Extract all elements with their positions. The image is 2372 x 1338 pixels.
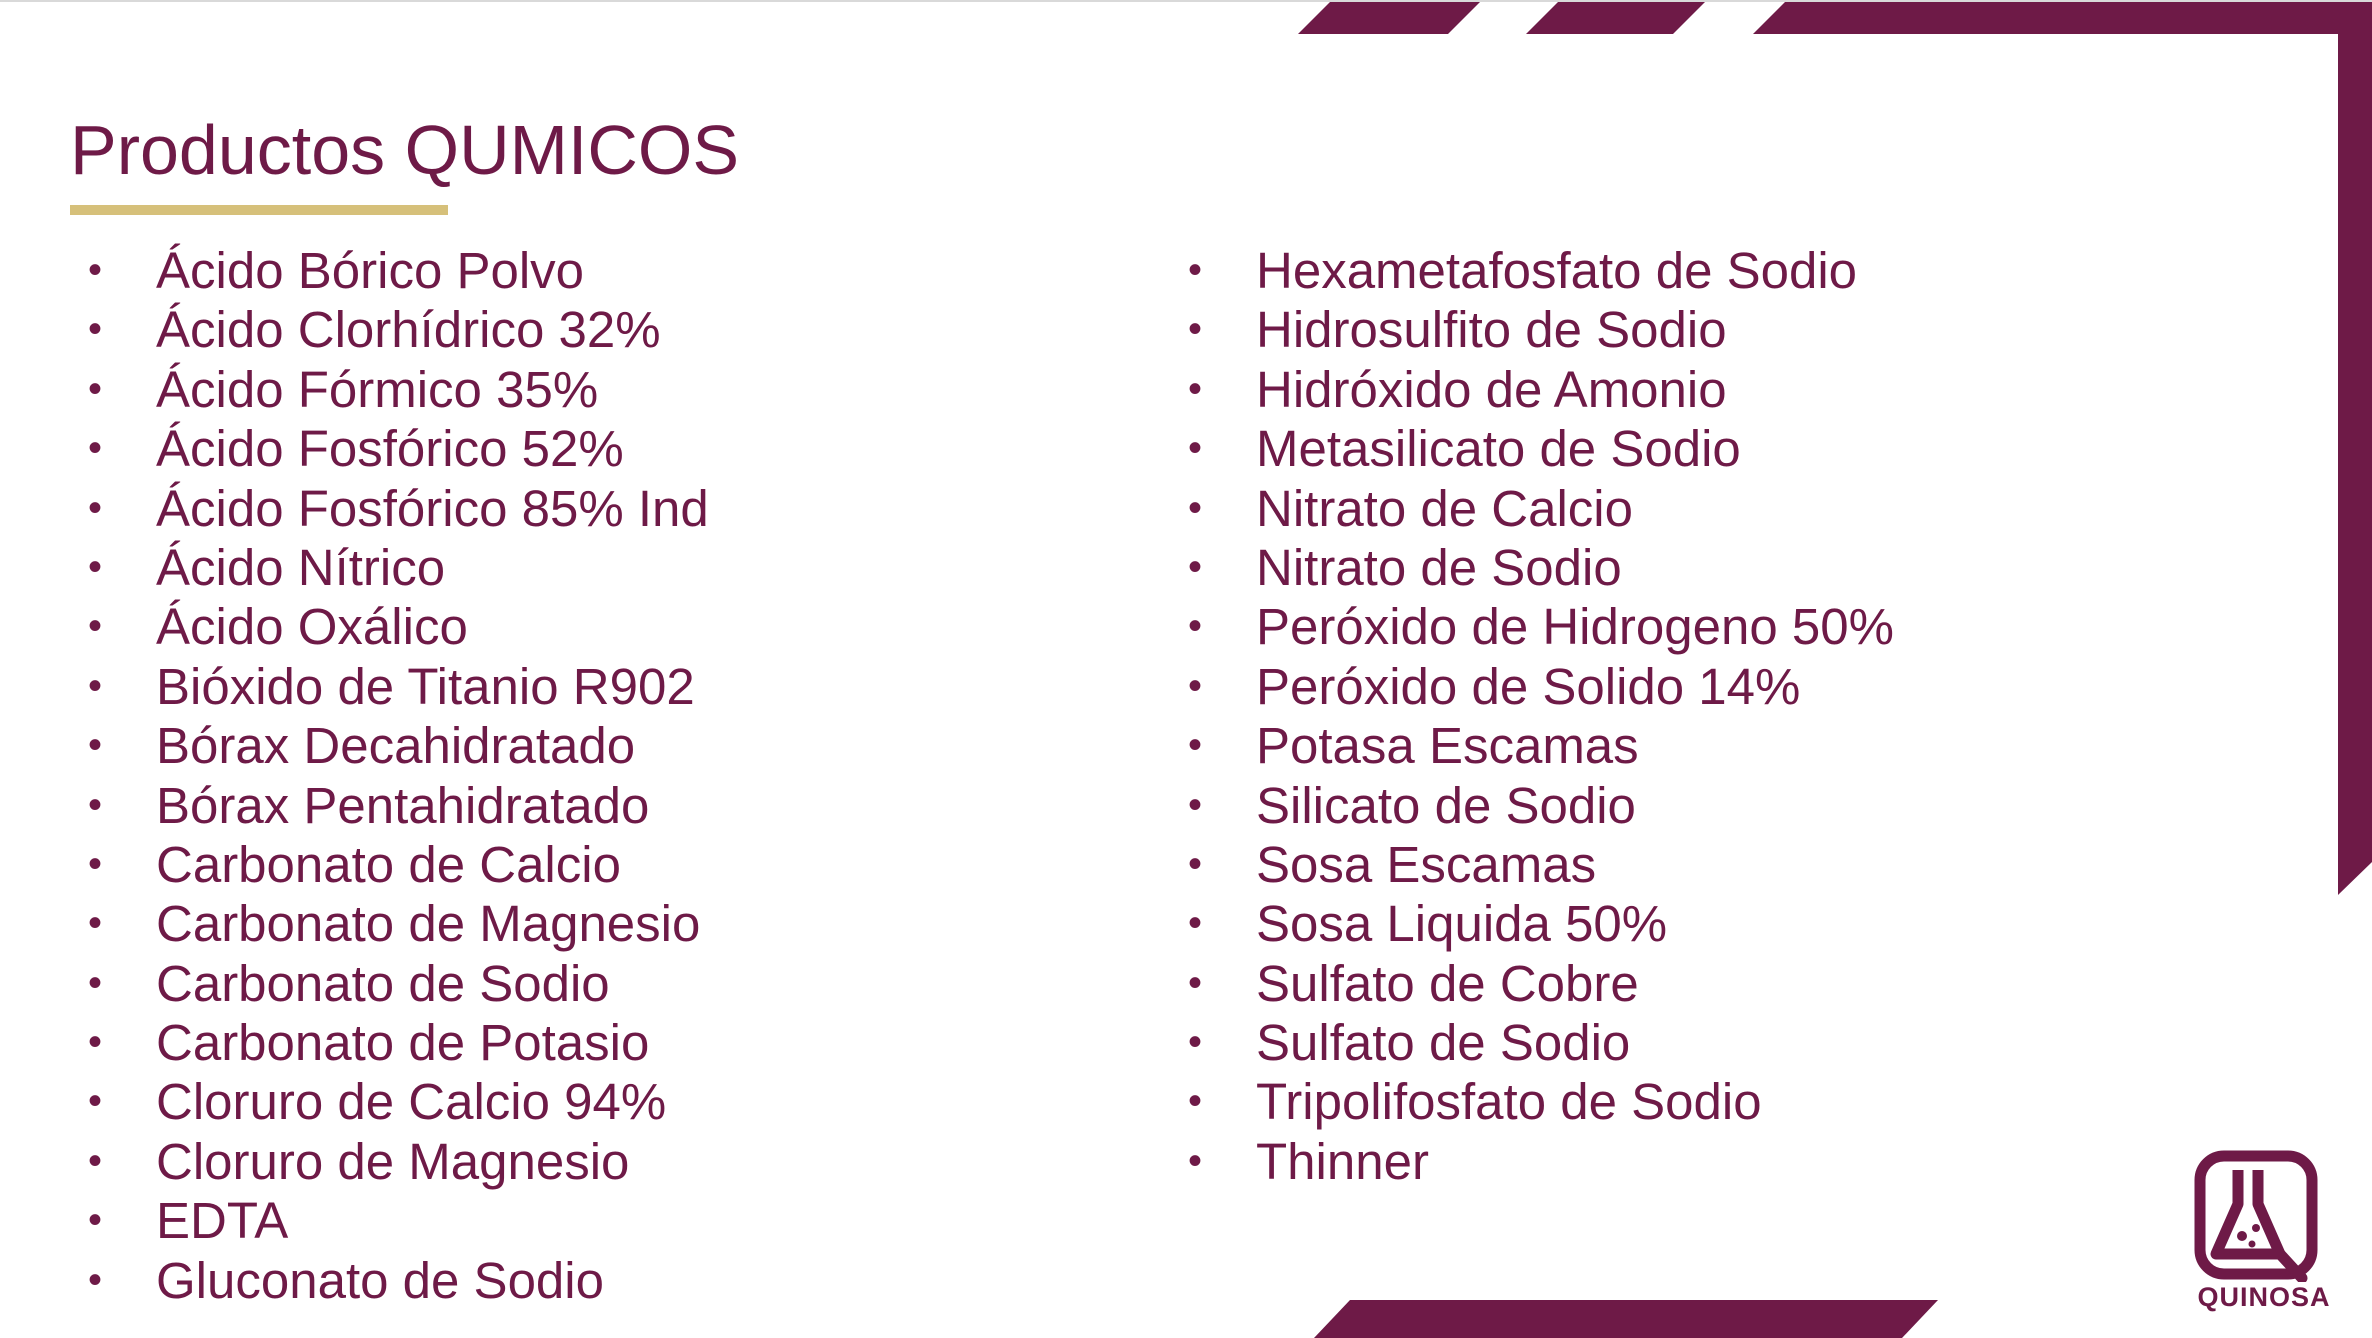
bullet-icon: • (1188, 1020, 1203, 1065)
bullet-icon: • (1188, 1079, 1203, 1124)
bullet-icon: • (1188, 901, 1203, 946)
bullet-icon: • (1188, 426, 1203, 471)
product-name: Sulfato de Cobre (1256, 954, 1639, 1012)
product-name: Sosa Escamas (1256, 835, 1597, 893)
bullet-icon: • (1188, 604, 1203, 649)
list-item (1188, 835, 1894, 894)
bullet-icon: • (1188, 1138, 1203, 1183)
top-corner-bar (1753, 2, 2372, 34)
list-item (1188, 1132, 1894, 1191)
bullet-icon: • (88, 960, 103, 1005)
flask-icon (2194, 1150, 2334, 1282)
bullet-icon: • (88, 426, 103, 471)
bullet-icon: • (88, 1020, 103, 1065)
logo-wordmark: QUINOSA (2197, 1282, 2331, 1312)
product-name: Gluconato de Sodio (156, 1251, 604, 1309)
list-item (88, 300, 709, 359)
list-item (88, 1251, 709, 1310)
product-name: Tripolifosfato de Sodio (1256, 1073, 1762, 1131)
list-item (88, 1132, 709, 1191)
product-name: Potasa Escamas (1256, 717, 1639, 775)
list-item (88, 360, 709, 419)
product-name: Cloruro de Magnesio (156, 1132, 630, 1190)
list-item (88, 894, 709, 953)
product-name: Bórax Decahidratado (156, 717, 636, 775)
bullet-icon: • (88, 901, 103, 946)
quinosa-logo (2190, 1150, 2338, 1320)
bullet-icon: • (88, 544, 103, 589)
list-item (88, 241, 709, 300)
product-name: Hidrosulfito de Sodio (1256, 301, 1727, 359)
list-item (1188, 776, 1894, 835)
bullet-icon: • (1188, 544, 1203, 589)
product-list-left (88, 241, 709, 1310)
top-stripe-2 (1526, 2, 1705, 34)
bullet-icon: • (88, 604, 103, 649)
right-edge-bar (2338, 2, 2372, 895)
product-name: Thinner (1256, 1132, 1429, 1190)
list-item (88, 954, 709, 1013)
product-name: Ácido Fosfórico 52% (156, 420, 624, 478)
bullet-icon: • (88, 485, 103, 530)
product-name: EDTA (156, 1192, 289, 1250)
bullet-icon: • (1188, 248, 1203, 292)
product-name: Sosa Liquida 50% (1256, 895, 1668, 953)
list-item (1188, 300, 1894, 359)
bottom-stripe (1314, 1300, 1938, 1338)
product-name: Carbonato de Potasio (156, 1014, 650, 1072)
product-name: Carbonato de Magnesio (156, 895, 701, 953)
list-item (1188, 241, 1894, 300)
product-name: Ácido Fórmico 35% (156, 360, 599, 418)
bullet-icon: • (1188, 485, 1203, 530)
bullet-icon: • (1188, 366, 1203, 411)
list-item (1188, 716, 1894, 775)
title-underline (70, 205, 448, 215)
product-name: Ácido Oxálico (156, 598, 468, 656)
product-name: Metasilicato de Sodio (1256, 420, 1741, 478)
bullet-icon: • (88, 248, 103, 292)
product-name: Carbonato de Calcio (156, 835, 621, 893)
list-item (1188, 657, 1894, 716)
list-item (1188, 954, 1894, 1013)
product-name: Ácido Clorhídrico 32% (156, 301, 661, 359)
bullet-icon: • (88, 782, 103, 827)
list-item (88, 776, 709, 835)
bullet-icon: • (88, 1198, 103, 1243)
bullet-icon: • (88, 366, 103, 411)
list-item (1188, 479, 1894, 538)
product-name: Carbonato de Sodio (156, 954, 610, 1012)
list-item (1188, 538, 1894, 597)
product-name: Bórax Pentahidratado (156, 776, 650, 834)
product-name: Hexametafosfato de Sodio (1256, 242, 1858, 299)
list-item (88, 538, 709, 597)
product-name: Cloruro de Calcio 94% (156, 1073, 667, 1131)
product-name: Peróxido de Hidrogeno 50% (1256, 598, 1894, 656)
bullet-icon: • (88, 307, 103, 352)
top-stripe-1 (1298, 2, 1480, 34)
bullet-icon: • (88, 1138, 103, 1183)
product-name: Ácido Nítrico (156, 538, 446, 596)
list-item (88, 716, 709, 775)
page-title: Productos QUMICOS (70, 111, 740, 189)
product-name: Bióxido de Titanio R902 (156, 657, 695, 715)
bullet-icon: • (1188, 782, 1203, 827)
list-item (1188, 894, 1894, 953)
bullet-icon: • (1188, 960, 1203, 1005)
product-name: Nitrato de Calcio (1256, 479, 1633, 537)
bullet-icon: • (88, 663, 103, 708)
list-item (88, 657, 709, 716)
list-item (88, 835, 709, 894)
product-name: Hidróxido de Amonio (1256, 360, 1727, 418)
bullet-icon: • (88, 1079, 103, 1124)
list-item (88, 1013, 709, 1072)
list-item (1188, 1013, 1894, 1072)
product-name: Ácido Fosfórico 85% Ind (156, 479, 709, 537)
list-item (1188, 360, 1894, 419)
list-item (1188, 1072, 1894, 1131)
bullet-icon: • (1188, 307, 1203, 352)
product-name: Sulfato de Sodio (1256, 1014, 1631, 1072)
list-item (88, 419, 709, 478)
bullet-icon: • (88, 723, 103, 768)
product-name: Peróxido de Solido 14% (1256, 657, 1801, 715)
list-item (88, 1072, 709, 1131)
bullet-icon: • (88, 1257, 103, 1302)
list-item (1188, 597, 1894, 656)
bullet-icon: • (1188, 723, 1203, 768)
list-item (88, 1191, 709, 1250)
product-list-right (1188, 241, 1894, 1191)
product-name: Silicato de Sodio (1256, 776, 1636, 834)
list-item (88, 597, 709, 656)
product-name: Ácido Bórico Polvo (156, 242, 585, 299)
bullet-icon: • (1188, 663, 1203, 708)
bullet-icon: • (88, 841, 103, 886)
list-item (1188, 419, 1894, 478)
list-item (88, 479, 709, 538)
bullet-icon: • (1188, 841, 1203, 886)
product-name: Nitrato de Sodio (1256, 538, 1622, 596)
